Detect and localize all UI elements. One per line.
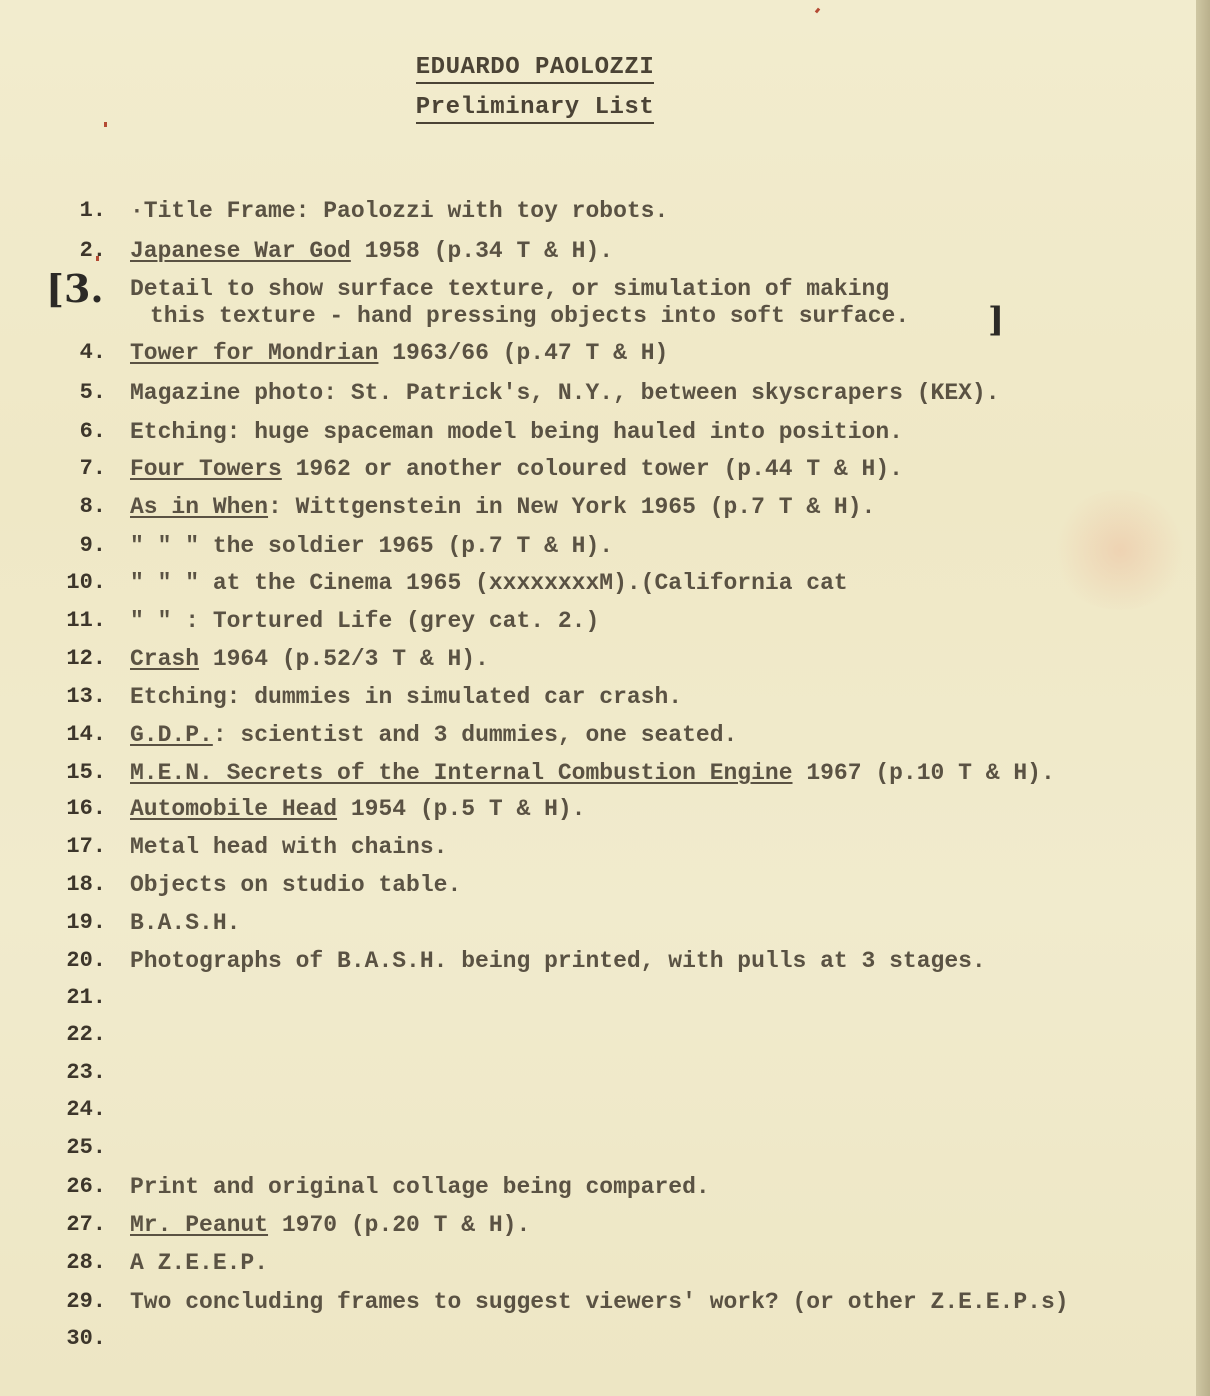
list-item-number: 17. xyxy=(66,834,106,859)
list-item-details: 1970 (p.20 T & H). xyxy=(268,1212,531,1238)
list-item-description: ·Title Frame: Paolozzi with toy robots. xyxy=(130,198,669,224)
artwork-title: Automobile Head xyxy=(130,796,338,822)
artwork-title: G.D.P. xyxy=(130,722,213,748)
list-item-text xyxy=(130,338,668,368)
list-item-number: 16. xyxy=(66,796,106,821)
list-item-text xyxy=(130,568,848,598)
list-item-text xyxy=(130,492,875,522)
list-item-number: 29. xyxy=(66,1289,106,1314)
document-subtitle: Preliminary List xyxy=(400,94,670,121)
list-item-description: Two concluding frames to suggest viewers' work? (or other Z.E.E.P.s) xyxy=(130,1289,1069,1315)
list-item-number: 2. xyxy=(79,238,106,263)
list-item-text xyxy=(130,531,613,561)
artwork-title: Mr. Peanut xyxy=(130,1212,269,1238)
list-item-text xyxy=(130,417,903,447)
document-title: EDUARDO PAOLOZZI xyxy=(400,54,670,81)
list-item-text xyxy=(130,1287,1069,1317)
list-item-details: : scientist and 3 dummies, one seated. xyxy=(212,722,738,748)
list-item-text xyxy=(130,644,489,674)
artwork-title: Japanese War God xyxy=(130,238,351,264)
list-item-continuation: this texture - hand pressing objects into soft surface. xyxy=(150,303,910,329)
list-item-number: 25. xyxy=(66,1135,106,1160)
handwritten-bracket-open: [3. xyxy=(46,266,104,311)
list-item-details: 1964 (p.52/3 T & H). xyxy=(199,646,489,672)
list-item-description: Print and original collage being compared. xyxy=(130,1174,710,1200)
list-item-number: 11. xyxy=(66,608,106,633)
list-item-number: 14. xyxy=(66,722,106,747)
list-item-description: " " " at the Cinema 1965 (xxxxxxxxM).(California cat xyxy=(130,570,848,596)
list-item-text xyxy=(130,758,1055,788)
list-item-text xyxy=(130,1248,268,1278)
red-speck xyxy=(104,122,107,127)
list-item-number: 30. xyxy=(66,1326,106,1351)
list-item-description: Etching: huge spaceman model being hauled into position. xyxy=(130,419,903,445)
list-item-details: 1967 (p.10 T & H). xyxy=(792,760,1055,786)
list-item-description: " " " the soldier 1965 (p.7 T & H). xyxy=(130,533,614,559)
list-item-number: 28. xyxy=(66,1250,106,1275)
list-item-description: Metal head with chains. xyxy=(130,834,448,860)
list-item-details: 1962 or another coloured tower (p.44 T & H). xyxy=(281,456,903,482)
list-item-text xyxy=(130,196,668,226)
list-item-description: Etching: dummies in simulated car crash. xyxy=(130,684,683,710)
list-item-text xyxy=(130,274,889,304)
artwork-title: As in When xyxy=(130,494,269,520)
list-item-number: 26. xyxy=(66,1174,106,1199)
list-item-description: Objects on studio table. xyxy=(130,872,462,898)
list-item-text xyxy=(130,794,586,824)
list-item-text xyxy=(130,236,613,266)
list-item-number: 21. xyxy=(66,985,106,1010)
list-item-number: 10. xyxy=(66,570,106,595)
list-item-text xyxy=(130,832,447,862)
list-item-number: 9. xyxy=(79,533,106,558)
list-item-details: : Wittgenstein in New York 1965 (p.7 T & H). xyxy=(268,494,876,520)
list-item-details: 1958 (p.34 T & H). xyxy=(350,238,614,264)
list-item-text xyxy=(130,682,682,712)
list-item-description: Detail to show surface texture, or simulation of making xyxy=(130,276,890,302)
list-item-text xyxy=(130,378,1000,408)
list-item-number: 24. xyxy=(66,1097,106,1122)
artwork-title: Four Towers xyxy=(130,456,282,482)
artwork-title: Tower for Mondrian xyxy=(130,340,379,366)
list-item-text xyxy=(130,1210,530,1240)
list-item-details: 1954 (p.5 T & H). xyxy=(337,796,586,822)
list-item-text xyxy=(130,720,737,750)
list-item-number: 22. xyxy=(66,1022,106,1047)
list-item-description: " " : Tortured Life (grey cat. 2.) xyxy=(130,608,600,634)
list-item-number: 18. xyxy=(66,872,106,897)
list-item-text xyxy=(130,870,461,900)
list-item-text xyxy=(130,946,986,976)
list-item-number: 15. xyxy=(66,760,106,785)
list-item-text xyxy=(130,454,903,484)
list-item-number: 12. xyxy=(66,646,106,671)
list-item-details: 1963/66 (p.47 T & H) xyxy=(378,340,669,366)
paper-edge xyxy=(1196,0,1210,1396)
artwork-title: M.E.N. Secrets of the Internal Combustion Engine xyxy=(130,760,793,786)
handwritten-bracket-close: ] xyxy=(988,300,1005,340)
list-item-text xyxy=(130,1172,710,1202)
list-item-description: A Z.E.E.P. xyxy=(130,1250,269,1276)
list-item-number: 5. xyxy=(79,380,106,405)
artwork-title: Crash xyxy=(130,646,200,672)
list-item-number: 19. xyxy=(66,910,106,935)
list-item-number: 6. xyxy=(79,419,106,444)
list-item-number: 7. xyxy=(79,456,106,481)
paper-stain xyxy=(1050,490,1190,610)
list-item-text xyxy=(130,908,240,938)
list-item-number: 1. xyxy=(79,198,106,223)
list-item-number: 13. xyxy=(66,684,106,709)
list-item-number: 23. xyxy=(66,1060,106,1085)
list-item-description: B.A.S.H. xyxy=(130,910,241,936)
list-item-number: 27. xyxy=(66,1212,106,1237)
list-item-number: 4. xyxy=(79,340,106,365)
list-item-number: 8. xyxy=(79,494,106,519)
list-item-text xyxy=(130,606,599,636)
list-item-description: Photographs of B.A.S.H. being printed, with pulls at 3 stages. xyxy=(130,948,986,974)
list-item-description: Magazine photo: St. Patrick's, N.Y., between skyscrapers (KEX). xyxy=(130,380,1000,406)
list-item-number: 20. xyxy=(66,948,106,973)
